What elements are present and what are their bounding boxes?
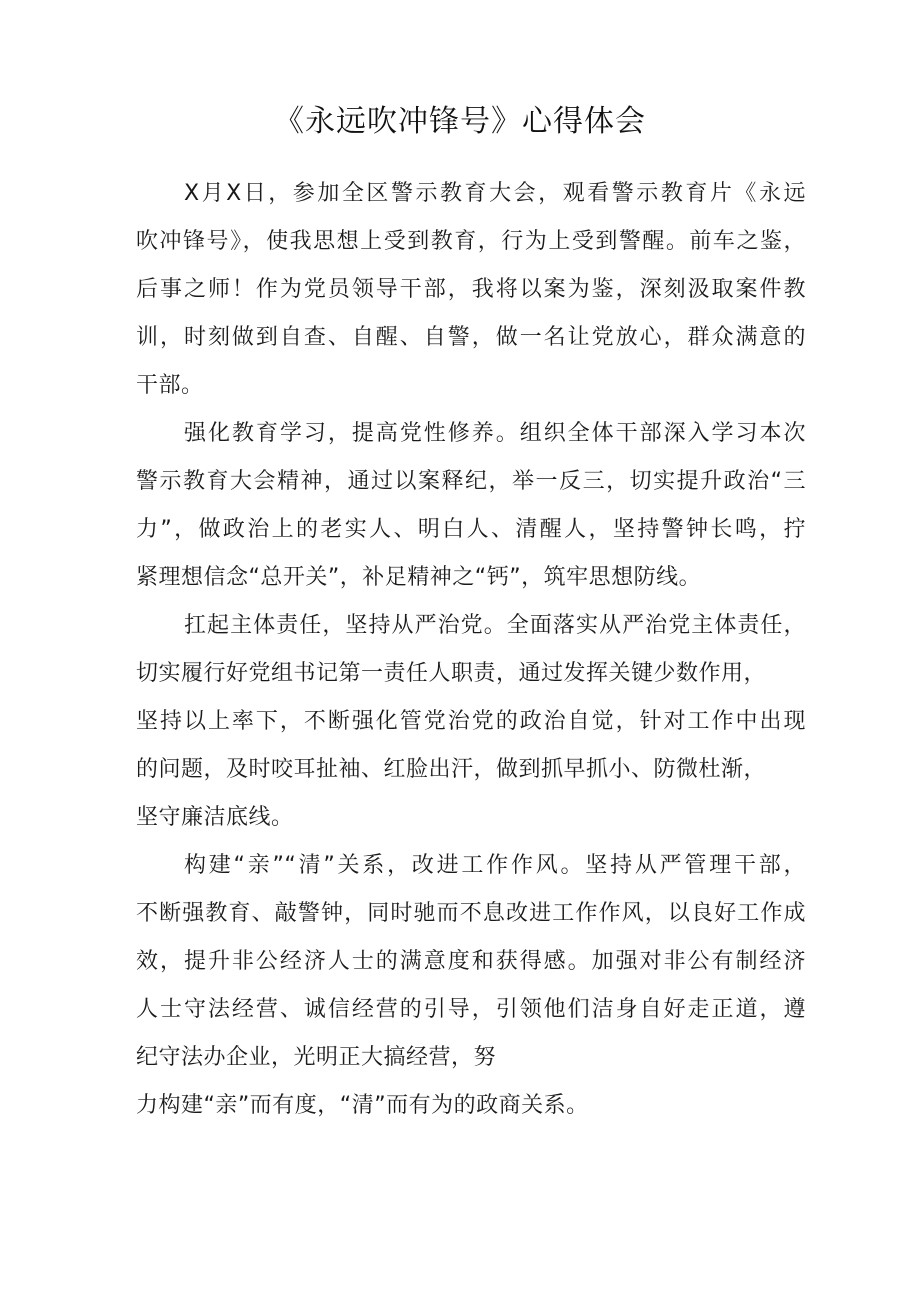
text-line: 不断强教育、敲警钟，同时驰而不息改进工作作风，以良好工作成: [136, 901, 806, 926]
text-line: 干部。: [136, 373, 204, 398]
text-line: 纪守法办企业，光明正大搞经营，努: [136, 1045, 497, 1070]
document-title: 《永远吹冲锋号》心得体会: [274, 104, 646, 139]
text-line: X月X日，参加全区警示教育大会，观看警示教育片《永远: [184, 181, 806, 206]
text-line: 力构建“亲”而有度，“清”而有为的政商关系。: [136, 1093, 589, 1118]
text-line: 吹冲锋号》，使我思想上受到教育，行为上受到警醒。前车之鉴，: [136, 229, 806, 254]
text-line: 人士守法经营、诚信经营的引导，引领他们洁身自好走正道，遵: [136, 997, 806, 1022]
text-line: 后事之师！作为党员领导干部，我将以案为鉴，深刻汲取案件教: [136, 277, 806, 302]
text-line: 扛起主体责任，坚持从严治党。全面落实从严治党主体责任，: [184, 613, 806, 638]
text-line: 效，提升非公经济人士的满意度和获得感。加强对非公有制经济: [136, 949, 806, 974]
text-line: 坚持以上率下，不断强化管党治党的政治自觉，针对工作中出现: [136, 709, 806, 734]
text-line: 构建“亲”“清”关系，改进工作作风。坚持从严管理干部，: [184, 853, 806, 878]
text-line: 坚守廉洁底线。: [136, 805, 294, 830]
document-body: [136, 170, 806, 1130]
text-line: 力”，做政治上的老实人、明白人、清醒人，坚持警钟长鸣，拧: [136, 517, 806, 542]
text-line: 紧理想信念“总开关”，补足精神之“钙”，筑牢思想防线。: [136, 565, 702, 590]
text-line: 的问题，及时咬耳扯袖、红脸出汗，做到抓早抓小、防微杜渐，: [136, 757, 767, 782]
text-line: 警示教育大会精神，通过以案释纪，举一反三，切实提升政治“三: [136, 469, 806, 494]
text-line: 训，时刻做到自查、自醒、自警，做一名让党放心，群众满意的: [136, 325, 806, 350]
text-line: 切实履行好党组书记第一责任人职责，通过发挥关键少数作用，: [136, 661, 767, 686]
text-line: 强化教育学习，提高党性修养。组织全体干部深入学习本次: [184, 421, 806, 446]
